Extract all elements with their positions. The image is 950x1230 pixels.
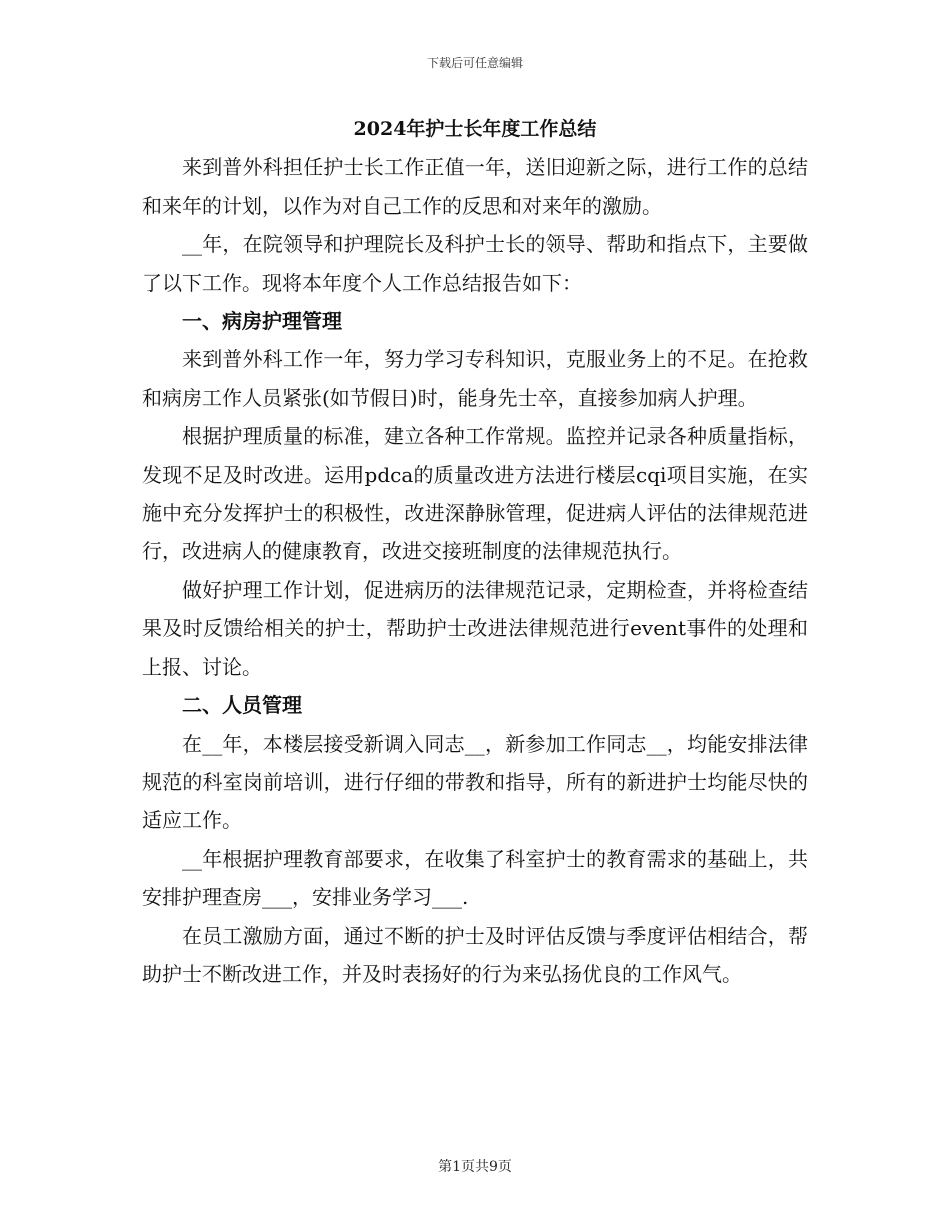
paragraph: 在__年，本楼层接受新调入同志__，新参加工作同志__，均能安排法律规范的科室岗前培训，进行仔细的带教和指导，所有的新进护士均能尽快的适应工作。	[142, 731, 808, 833]
section-heading: 一、病房护理管理	[182, 309, 342, 334]
paragraph: __年根据护理教育部要求，在收集了科室护士的教育需求的基础上，共安排护理查房___，安排业务学习___.	[142, 846, 808, 910]
paragraph: 来到普外科工作一年，努力学习专科知识，克服业务上的不足。在抢救和病房工作人员紧张(如节假日)时，能身先士卒，直接参加病人护理。	[142, 347, 808, 410]
paragraph: 来到普外科担任护士长工作正值一年，送旧迎新之际，进行工作的总结和来年的计划，以作为对自己工作的反思和对来年的激励。	[142, 155, 808, 218]
document-body	[142, 110, 808, 993]
page-header: 下载后可任意编辑	[426, 56, 523, 70]
paragraph: 做好护理工作计划，促进病历的法律规范记录，定期检查，并将检查结果及时反馈给相关的护士，帮助护士改进法律规范进行event事件的处理和上报、讨论。	[142, 577, 808, 679]
document-title: 2024年护士长年度工作总结	[353, 118, 597, 140]
paragraph: __年，在院领导和护理院长及科护士长的领导、帮助和指点下，主要做了以下工作。现将本年度个人工作总结报告如下：	[142, 232, 808, 295]
paragraph: 在员工激励方面，通过不断的护士及时评估反馈与季度评估相结合，帮助护士不断改进工作，并及时表扬好的行为来弘扬优良的工作风气。	[142, 923, 808, 986]
paragraph: 根据护理质量的标准，建立各种工作常规。监控并记录各种质量指标，发现不足及时改进。运用pdca的质量改进方法进行楼层cqi项目实施，在实施中充分发挥护士的积极性，改进深静脉管理，促进病人评估的法律规范进行，改进病人的健康教育，改进交接班制度的法律规范执行。	[142, 424, 808, 564]
section-heading: 二、人员管理	[182, 693, 302, 718]
page-footer: 第1页共9页	[438, 1159, 512, 1175]
